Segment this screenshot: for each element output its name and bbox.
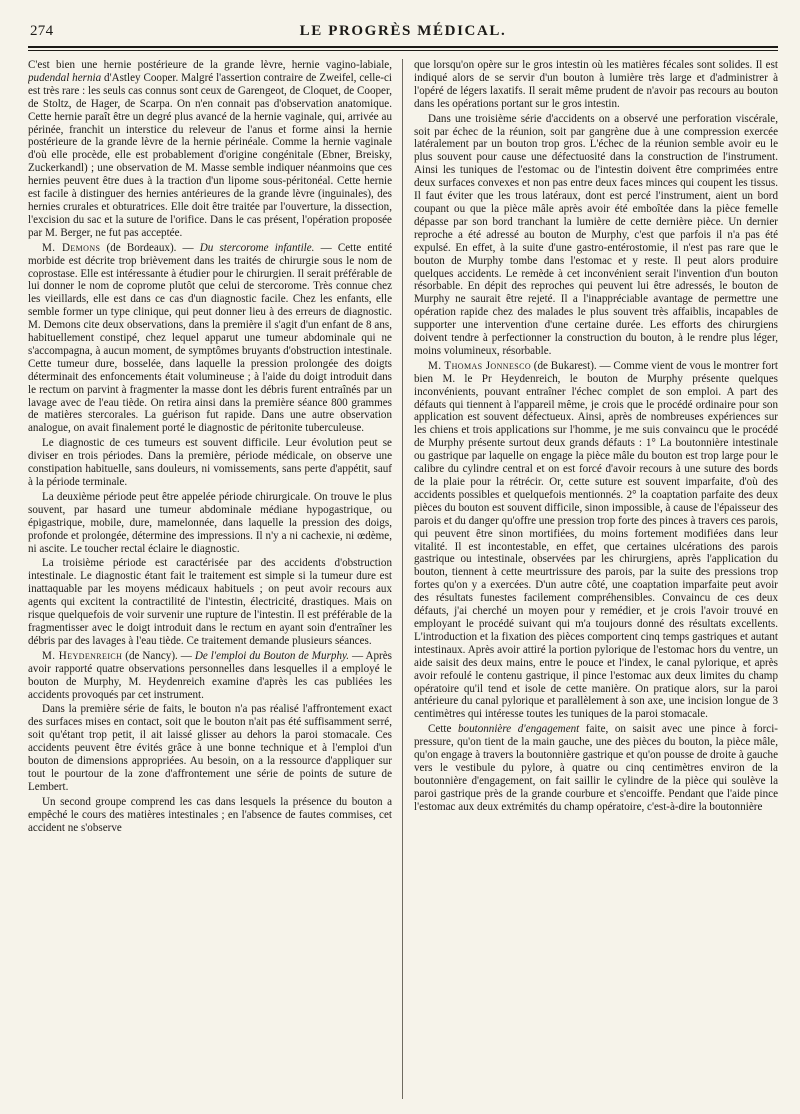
paragraph-hernia — [28, 59, 392, 240]
paragraph-text: — Après avoir rapporté quatre observations personnelles dans lesquelles il a employé le bouton de Murphy, M. Heydenreich examine d'après les cas publiées les accidents provoqués par cet instrument. — [28, 649, 392, 701]
header-rule-thin — [28, 50, 778, 51]
column-divider — [402, 59, 403, 1099]
paragraph-second-period: La deuxième période peut être appelée période chirurgicale. On trouve le plus souvent, par hasard une tumeur abdominale médiane hypogastrique, ou épigastrique, mobile, dure, mamelonnée, dans laquelle la pression des doigs, profonde et prolongée, détermine des impressions. Il n'y a ni cachexie, ni œdème, ni ascite. Le toucher rectal éclaire le diagnostic. — [28, 490, 392, 555]
running-head — [28, 22, 778, 40]
paragraph-boutonniere — [414, 723, 778, 813]
paragraph-demons — [28, 242, 392, 436]
paragraph-second-group: Un second groupe comprend les cas dans lesquels la présence du bouton a empêché le cours des matières intestinales ; en l'absence de fautes commises, cet accident ne s'observe — [28, 795, 392, 834]
paragraph-heydenreich — [28, 650, 392, 702]
italic-term: boutonnière d'engagement — [457, 723, 580, 736]
paragraph-jonnesco — [414, 360, 778, 721]
paragraph-first-series: Dans la première série de faits, le bouton n'a pas réalisé l'affrontement exact des surfaces mises en contact, soit que le bouton n'ait pas été suffisamment serré, soit qu'étant trop petit, il ait laissé glisser au dehors la paroi stomacale. Ces accidents peuvent être évités grâce à une bonne technique et à l'emploi d'un bouton de dimensions appropriées. Au besoin, on a la ressource d'appliquer sur tout le pourtour de la zone d'affrontement une série de points de suture de Lembert. — [28, 703, 392, 793]
paragraph-text: (de Bordeaux). — — [100, 241, 200, 254]
paragraph-large-intestine: que lorsqu'on opère sur le gros intestin où les matières fécales sont solides. Il est indiqué alors de se servir d'un bouton à lumière très large et d'administrer à l'opéré de légers laxatifs. Il serait même prudent de n'avoir pas recours au bouton dans les opérations portant sur le gros intestin. — [414, 59, 778, 110]
italic-term: pudendal hernia — [28, 71, 102, 84]
right-column — [414, 59, 778, 1099]
paragraph-text: C'est bien une hernie postérieure de la grande lèvre, hernie vagino-labiale, — [28, 59, 392, 71]
section-title: De l'emploi du Bouton de Murphy. — [194, 649, 350, 662]
header-rule — [28, 46, 778, 48]
paragraph-text: — Cette entité morbide est décrite trop brièvement dans les traités de chirurgie sous le nom de coprostase. Elle est intéressante à étudier pour le chirurgien. Il serait préférable de lui donner le nom de coprome plutôt que celui de stercorome. Très connue chez les vieillards, elle est dans ce cas d'un diagnostic facile. Chez les enfants, elle semble former un type clinique, qui peut donner lieu à des erreurs de diagnostic. M. Demons cite deux observations, dans la première il s'agit d'un enfant de 8 ans, habituellement constipé, chez lequel apparut une tumeur abdominale qui ne s'accompagna, à aucun moment, de symptômes bruyants d'obstruction intestinale. Cette tumeur dure, bosselée, dans laquelle la pression prolongée des doigts déterminait des enfoncements était volumineuse ; à l'aide du doigt introduit dans le rectum on parvint à fragmenter la masse dont les débris furent entraînés par un lavage avec de l'eau tiède. On retira ainsi dans la première séance 800 grammes de matières stercorales. La guérison fut rapide. Dans une autre observation analogue, on avait finalement porté le diagnostic de péritonite tuberculeuse. — [28, 241, 392, 435]
paragraph-text: d'Astley Cooper. Malgré l'assertion contraire de Zweifel, celle-ci est très rare : les seuls cas connus sont ceux de Garengeot, de Cloquet, de Cooper, de Stoltz, de Hager, de Scarpa. On n'en connait pas d'observation anatomique. Cette hernie paraît être un degré plus avancé de la hernie vaginale, qui, arrivée au périnée, franchit un interstice du releveur de l'anus et forme ainsi la hernie postérieure de la grande lèvre de la hernie périnéale. Comme la hernie vaginale d'où elle procède, elle est probablement d'origine congénitale (Ebner, Breisky, Zuckerkandl) ; une observation de M. Masse semble indiquer néanmoins que ces hernies peuvent être dues à la traction d'un lipome sous-péritonéal. Cette hernie est facile à distinguer des hernies antérieures de la grande lèvre (inguinales), des hernies crurales et obturatrices. Elle doit être traitée par l'ouverture, la dissection, l'excision du sac et la suture de l'orifice. Dans le cas présent, l'opération proposée par M. Berger, ne fut pas acceptée. — [28, 71, 392, 239]
paragraph-third-series: Dans une troisième série d'accidents on a observé une perforation viscérale, soit par échec de la réunion, soit par gangrène due à une compression exercée latéralement par un bouton trop gros. L'échec de la réunion semble avoir eu le plus souvent pour cause une défectuosité dans la construction de l'instrument. Ainsi les tuniques de l'estomac ou de l'intestin doivent être comprimées entre deux surfaces convexes et non pas entre deux faces minces qui coupent les tissus. Il faut éviter que les trous latéraux, dont est percé l'instrument, aient un bord coupant ou que la pièce mâle après avoir été emboîtée dans la pièce femelle dépasse par son bord tranchant la lumière de cette dernière pièce. Un dernier reproche a été adressé au bouton de Murphy, c'est que parfois il n'a pas été expulsé. En effet, à la suite d'une gastro-entérostomie, il n'est pas rare que le bouton de Murphy tombe dans l'estomac et y reste. Il peut alors produire quelques accidents. Le remède à cet inconvénient serait l'invention d'un bouton résorbable. En dépit des reproches qui peuvent lui être adressés, le bouton de Murphy ne saurait être rejeté. Il a l'inappréciable avantage de permettre une opération rapide chez des malades le plus souvent très affaiblis, incapables de supporter une intervention d'une certaine durée. Les efforts des chirurgiens doivent tendre à perfectionner la construction du bouton, à le rendre plus léger, moins volumineux, résorbable. — [414, 112, 778, 357]
journal-title: LE PROGRÈS MÉDICAL. — [299, 23, 507, 39]
author-name: M. Thomas Jonnesco — [428, 359, 531, 372]
page-number: 274 — [30, 23, 54, 39]
paragraph-third-period: La troisième période est caractérisée par des accidents d'obstruction intestinale. Le diagnostic étant fait le traitement est simple si la tumeur dure est inattaquable par les moyens médicaux habituels ; on peut avoir recours aux agents qui excitent la contractilité de l'intestin, électricité, drastiques. Mais on risque quelquefois de voir survenir une rupture de l'intestin. Il est préférable de la fragmentisser avec le doigt introduit dans le rectum en ayant soin d'entraîner les débris par des lavages à l'eau tiède. Ce traitement demande plusieurs séances. — [28, 557, 392, 647]
paragraph-text: Cette — [428, 723, 458, 736]
paragraph-diagnostic: Le diagnostic de ces tumeurs est souvent difficile. Leur évolution peut se diviser en trois périodes. Dans la première, période médicale, on observe une constipation habituelle, sans douleurs, ni vomissements, sans perte d'appétit, sauf à la période terminale. — [28, 437, 392, 488]
section-title: Du stercorome infantile. — [199, 241, 315, 254]
author-name: M. Heydenreich — [42, 649, 123, 662]
paragraph-text: faite, on saisit avec une pince à forci-pressure, qu'on tient de la main gauche, une des pièces du bouton, la pièce mâle, qu'on engage à travers la boutonnière gastrique et qu'on pousse de droite à gauche vers le vestibule du pylore, à quatre ou cinq centimètres environ de la boutonnière d'engagement, on fait saillir le cylindre de la pièce qui soulève la paroi gastrique près de la grande courbure et s'encoiffe. Pendant que l'aide pince l'estomac aux deux extrémités du champ opératoire, c'est-à-dire la boutonnière — [414, 723, 778, 813]
author-name: M. Demons — [42, 241, 101, 254]
article-columns — [28, 59, 778, 1099]
journal-page — [28, 22, 778, 1106]
left-column — [28, 59, 392, 1099]
paragraph-text: (de Bukarest). — Comme vient de vous le montrer fort bien M. le Pr Heydenreich, le bouton de Murphy présente quelques inconvénients, pouvant entraîner l'échec complet de son emploi. A part des défauts qui tiennent à l'appareil même, je crois que le procédé ordinaire pour son application est souvent défectueux. Ainsi, après de nombreuses expériences sur les chiens et trois applications sur l'homme, je me suis convaincu que le procédé de Murphy présente surtout deux grands défauts : 1° La boutonnière intestinale ou gastrique par laquelle on engage la pièce mâle du bouton est trop large pour le calibre du cylindre central et on est forcé d'avoir recours à une suture des bords de la plaie pour la rétrécir. Or, cette suture est souvent imparfaite, d'où des accidents possibles et quelquefois mentionnés. 2° la coaptation parfaite des deux pièces du bouton est souvent difficile, sinon impossible, à cause de l'épaisseur des parois et du danger qu'offre une pression trop forte des pinces à travers ces parois, qui peuvent être sinon mortifiées, du moins fortement modifiées dans leur vitalité. Il est incontestable, en effet, que certaines ulcérations des parois gastrique ou intestinale, observées par les chirurgiens, après l'application du bouton, tiennent à cette meurtrissure des parois, par la suite des pressions trop fortes qu'on y a exercées. D'un autre côté, une coaptation imparfaite peut avoir des résultats funestes facilement compréhensibles. Convaincu de ces deux défauts, j'ai cherché un moyen pour y remédier, et je crois l'avoir trouvé en employant le procédé suivant qui m'a toujours donné des résultats excellents. L'introduction et la fixation des pièces comportent cinq temps gastriques et autant intestinaux. Après avoir attiré la portion pylorique de l'estomac hors du ventre, un aide saisit des deux mains, entre le pouce et l'index, le canal pylorique, et après avoir refoulé le contenu gastrique, il pince l'estomac aux deux limites du champ opératoire qu'il tend et isole de cette manière. On pratique alors, sur la paroi antérieure du canal pylorique et parallèlement à son axe, une incision longue de 3 centimètres qui intéresse toutes les tuniques de la paroi stomacale. — [414, 359, 778, 721]
paragraph-text: (de Nancy). — — [122, 649, 195, 662]
